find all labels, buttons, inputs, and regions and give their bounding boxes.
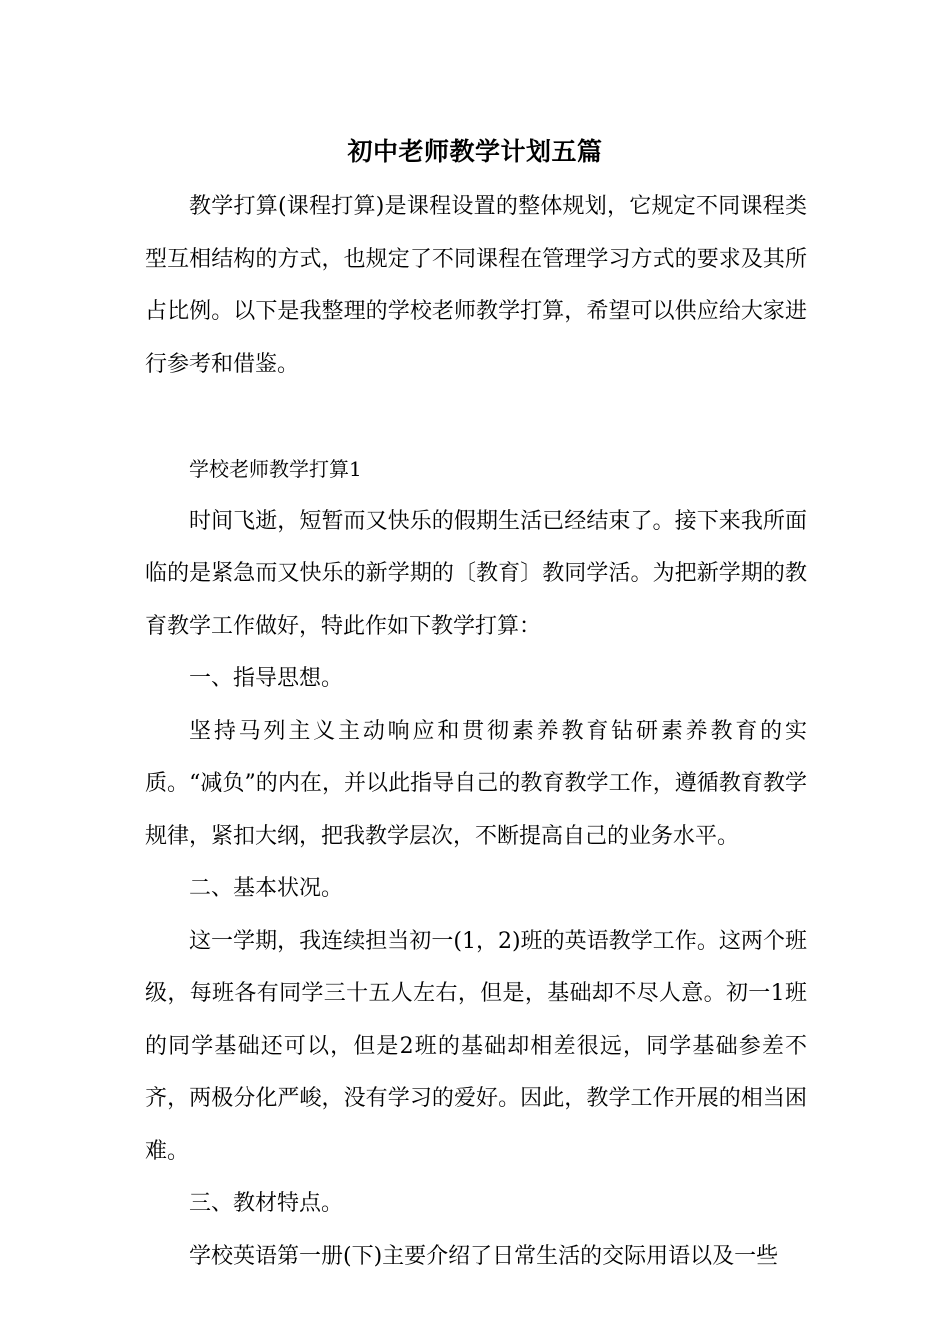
- section-title: 学校老师教学打算1: [189, 457, 362, 481]
- textbook-paragraph: 学校英语第一册(下)主要介绍了日常生活的交际用语以及一些: [189, 1243, 779, 1269]
- textbook-heading: 三、教材特点。: [189, 1191, 344, 1216]
- guiding-heading: 一、指导思想。: [189, 666, 344, 691]
- document-body: [145, 181, 807, 1283]
- guiding-paragraph: 坚持马列主义主动响应和贯彻素养教育钻研素养教育的实质。“减负”的内在，并以此指导自己的教育教学工作，遵循教育教学规律，紧扣大纲，把我教学层次，不断提高自己的业务水平。: [145, 718, 807, 849]
- document-title: 初中老师教学计划五篇: [347, 137, 603, 166]
- intro-paragraph: 教学打算(课程打算)是课程设置的整体规划，它规定不同课程类型互相结构的方式，也规定了不同课程在管理学习方式的要求及其所占比例。以下是我整理的学校老师教学打算，希望可以供应给大家进行参考和借鉴。: [145, 194, 807, 377]
- situation-paragraph: 这一学期，我连续担当初一(1，2)班的英语教学工作。这两个班级，每班各有同学三十五人左右，但是，基础却不尽人意。初一1班的同学基础还可以，但是2班的基础却相差很远，同学基础参差不齐，两极分化严峻，没有学习的爱好。因此，教学工作开展的相当困难。: [145, 928, 807, 1164]
- situation-heading: 二、基本状况。: [189, 876, 344, 901]
- section-paragraph: 时间飞逝，短暂而又快乐的假期生活已经结束了。接下来我所面临的是紧急而又快乐的新学期的〔教育〕教同学活。为把新学期的教育教学工作做好，特此作如下教学打算：: [145, 508, 807, 639]
